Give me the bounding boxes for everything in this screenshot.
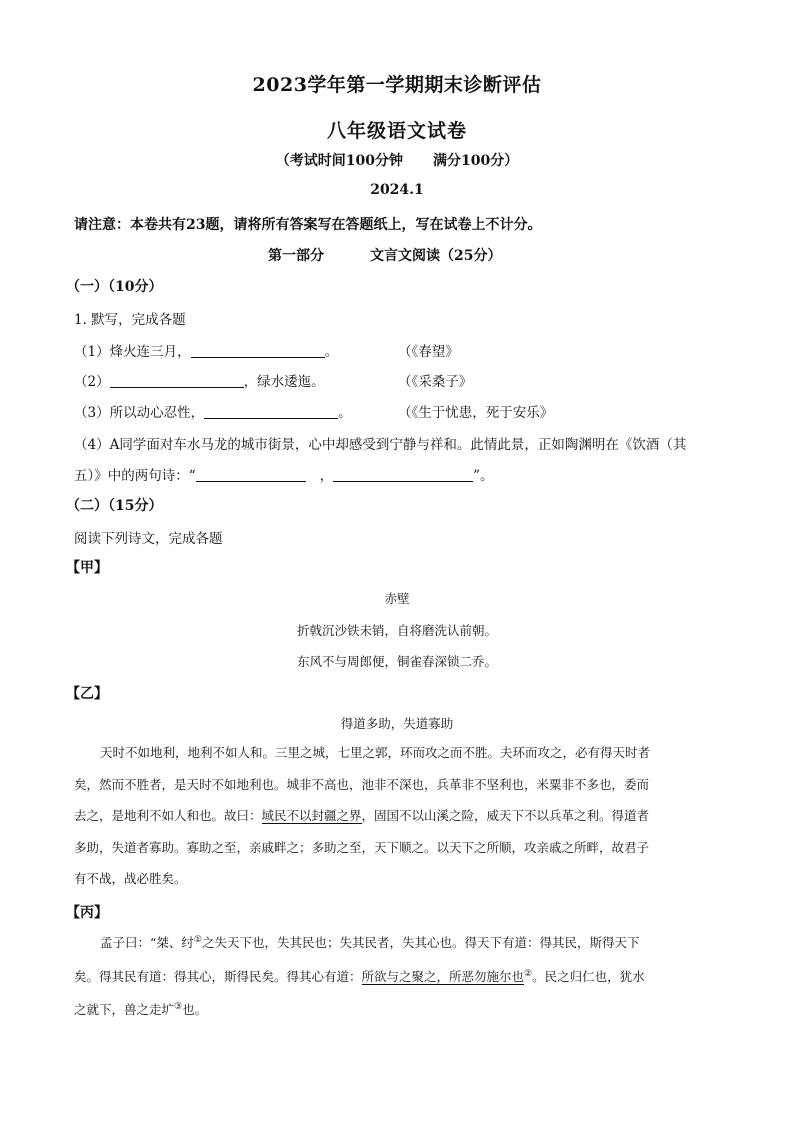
q1-item-1-text: （1）烽火连三月， xyxy=(74,344,191,360)
q1-item-3-text: （3）所以动心忍性， xyxy=(74,405,205,421)
essay-yi-title: 得道多助，失道寡助 xyxy=(340,716,454,731)
q1-item-3 xyxy=(74,401,352,421)
q1-prompt: 1. 默写，完成各题 xyxy=(74,312,186,328)
text-bing-line-2a: 矣。得其民有道：得其心，斯得民矣。得其心有道： xyxy=(74,968,362,984)
poem-title: 赤壁 xyxy=(384,591,410,606)
text-bing-body xyxy=(74,925,722,1026)
footnote-marker-3[interactable]: ③ xyxy=(174,1002,183,1012)
underlined-sentence-yi: 域民不以封疆之界 xyxy=(261,808,362,823)
exam-date: 2024.1 xyxy=(370,182,424,198)
poem-line-2: 东风不与周郎便，铜雀春深锁二乔。 xyxy=(296,654,497,669)
essay-yi-body xyxy=(74,737,722,895)
exam-title: 2023学年第一学期期末诊断评估 xyxy=(252,74,542,96)
section2-instruction: 阅读下列诗文，完成各题 xyxy=(74,531,223,547)
q1-item-3-end: 。 xyxy=(338,405,352,421)
section1-heading: （一）（10分） xyxy=(66,279,163,295)
text-bing-line-1b: 之失天下也，失其民也；失其民者，失其心也。得天下有道：得其民，斯得天下 xyxy=(201,935,640,950)
exam-subject: 八年级语文试卷 xyxy=(326,120,467,142)
q1-item-4-text: 五）》中的两句诗：“ xyxy=(74,468,196,484)
text-bing-label: 【丙】 xyxy=(66,905,108,921)
essay-yi-line-3 xyxy=(74,800,722,832)
answer-blank-2[interactable] xyxy=(110,373,244,388)
essay-yi-line-1: 天时不如地利，地利不如人和。三里之城，七里之郭，环而攻之而不胜。夫环而攻之，必有得天时者 xyxy=(100,745,651,760)
text-yi-label: 【乙】 xyxy=(66,686,108,702)
q1-item-3-source: （《生于忧患，死于安乐》 xyxy=(398,405,554,421)
q1-item-4-line1: （4）A同学面对车水马龙的城市街景，心中却感受到宁静与祥和。此情此景，正如陶渊明在《饮酒（其 xyxy=(74,437,687,453)
q1-item-1-end: 。 xyxy=(324,344,339,360)
section2-heading: （二）（15分） xyxy=(66,498,163,514)
answer-blank-3[interactable] xyxy=(204,404,338,419)
answer-blank-4a[interactable] xyxy=(196,467,306,482)
exam-full-score: 满分100分） xyxy=(433,153,519,169)
exam-notice: 请注意：本卷共有23题，请将所有答案写在答题纸上，写在试卷上不计分。 xyxy=(74,217,542,233)
exam-info xyxy=(0,150,794,170)
part1-name: 文言文阅读（25分） xyxy=(370,248,502,264)
text-jia-label: 【甲】 xyxy=(66,560,108,576)
essay-yi-line-3a: 去之，是地利不如人和也。故曰： xyxy=(74,808,262,823)
q1-item-1 xyxy=(74,340,338,360)
part1-label: 第一部分 xyxy=(268,248,324,264)
poem-line-1: 折戟沉沙铁未销，自将磨洗认前朝。 xyxy=(296,623,497,638)
q1-item-4-end: ”。 xyxy=(473,468,494,484)
q1-item-2-text: （2） xyxy=(74,374,110,390)
text-bing-line-2 xyxy=(74,959,722,993)
q1-item-2-end: ，绿水逶迤。 xyxy=(243,374,325,390)
underlined-sentence-bing: 所欲与之聚之，所恶勿施尔也 xyxy=(361,968,525,984)
text-bing-line-3b: 也。 xyxy=(182,1002,208,1017)
essay-yi-line-5: 有不战，战必胜矣。 xyxy=(74,871,187,886)
q1-item-2-source: （《采桑子》 xyxy=(398,374,473,390)
essay-yi-line-4: 多助，失道者寡助。寡助之至，亲戚畔之；多助之至，天下顺之。以天下之所顺，攻亲戚之所畔，故君子 xyxy=(74,839,650,855)
q1-item-4-comma: ， xyxy=(319,468,334,484)
essay-yi-line-2: 矣，然而不胜者，是天时不如地利也。城非不高也，池非不深也，兵革非不坚利也，米粟非不多也，委而 xyxy=(74,776,650,792)
text-bing-line-3a: 之就下，兽之走圹 xyxy=(74,1002,175,1017)
answer-blank-4b[interactable] xyxy=(333,467,473,482)
text-bing-line-1 xyxy=(74,925,722,959)
text-bing-line-1a: 孟子曰：“桀、纣 xyxy=(100,935,194,950)
answer-blank-1[interactable] xyxy=(191,343,325,358)
text-bing-line-2b: 。民之归仁也，犹水 xyxy=(532,968,645,984)
q1-item-4-line2 xyxy=(74,464,494,484)
part1-heading xyxy=(268,245,501,265)
exam-time: （考试时间100分钟 xyxy=(275,153,403,169)
text-bing-line-3 xyxy=(74,992,722,1026)
q1-item-1-source: （《春望》 xyxy=(398,344,459,360)
essay-yi-line-3b: ，固国不以山溪之险，威天下不以兵革之利。得道者 xyxy=(361,808,650,823)
footnote-marker-1[interactable]: ① xyxy=(193,935,202,945)
q1-item-2 xyxy=(74,370,325,390)
footnote-marker-2[interactable]: ② xyxy=(524,968,533,979)
